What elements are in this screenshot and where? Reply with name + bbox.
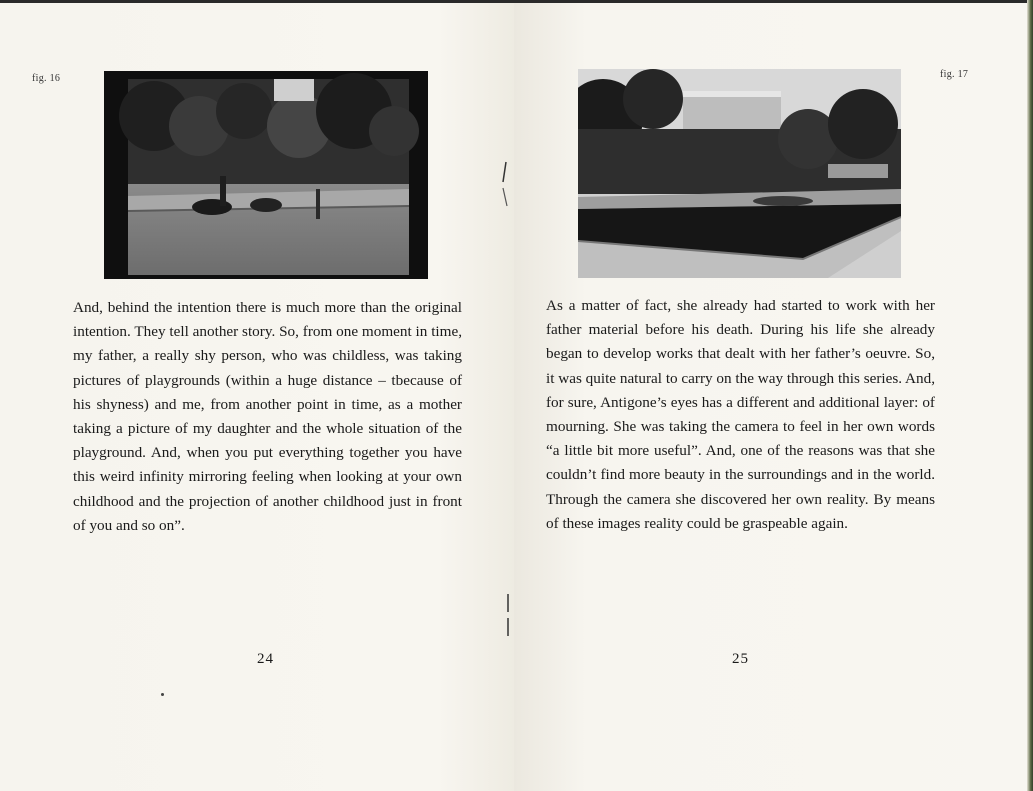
figure-photo <box>104 71 428 279</box>
left-page <box>0 3 514 791</box>
figure-label: fig. 17 <box>940 69 969 80</box>
fountain-sculpture-park-photo-icon <box>104 71 428 279</box>
reflecting-pool-building-photo-icon <box>578 69 901 278</box>
page-number: 25 <box>732 651 749 667</box>
page-number: 24 <box>257 651 274 667</box>
figure-photo <box>578 69 901 278</box>
right-page <box>514 3 1027 791</box>
figure-label: fig. 16 <box>32 73 61 84</box>
body-paragraph <box>546 294 935 536</box>
book-right-edge <box>1027 0 1033 791</box>
paragraph-text: As a matter of fact, she already had started to work with her father material before his death. During his life she already began to develop works that dealt with her father’s oeuvre. So, it was quite natural to carry on the way through this series. And, for sure, Antigone’s eyes has a different and additional layer: of mourning. She was taking the camera to feel in her own words “a little bit more useful”. And, one of the reasons was that she couldn’t find more beauty in the surroundings and in the world. Through the camera she discovered her own reality. By means of these images reality could be graspeable again. <box>546 297 935 532</box>
paragraph-text: And, behind the intention there is much more than the original intention. They tell another story. So, from one moment in time, my father, a really shy person, who was childless, was taking pictures of playgrounds (within a huge distance – tbecause of his shyness) and me, from another point in time, as a mother taking a picture of my daughter and the whole situation of the playground. And, when you put everything together you have this weird infinity mirroring feeling when looking at your own childhood and the projection of another childhood just in front of you and so on”. <box>73 299 462 534</box>
ink-speck <box>161 693 164 696</box>
gutter-tick-mark <box>502 592 512 640</box>
gutter-tick-mark <box>498 160 512 210</box>
body-paragraph <box>73 296 462 538</box>
